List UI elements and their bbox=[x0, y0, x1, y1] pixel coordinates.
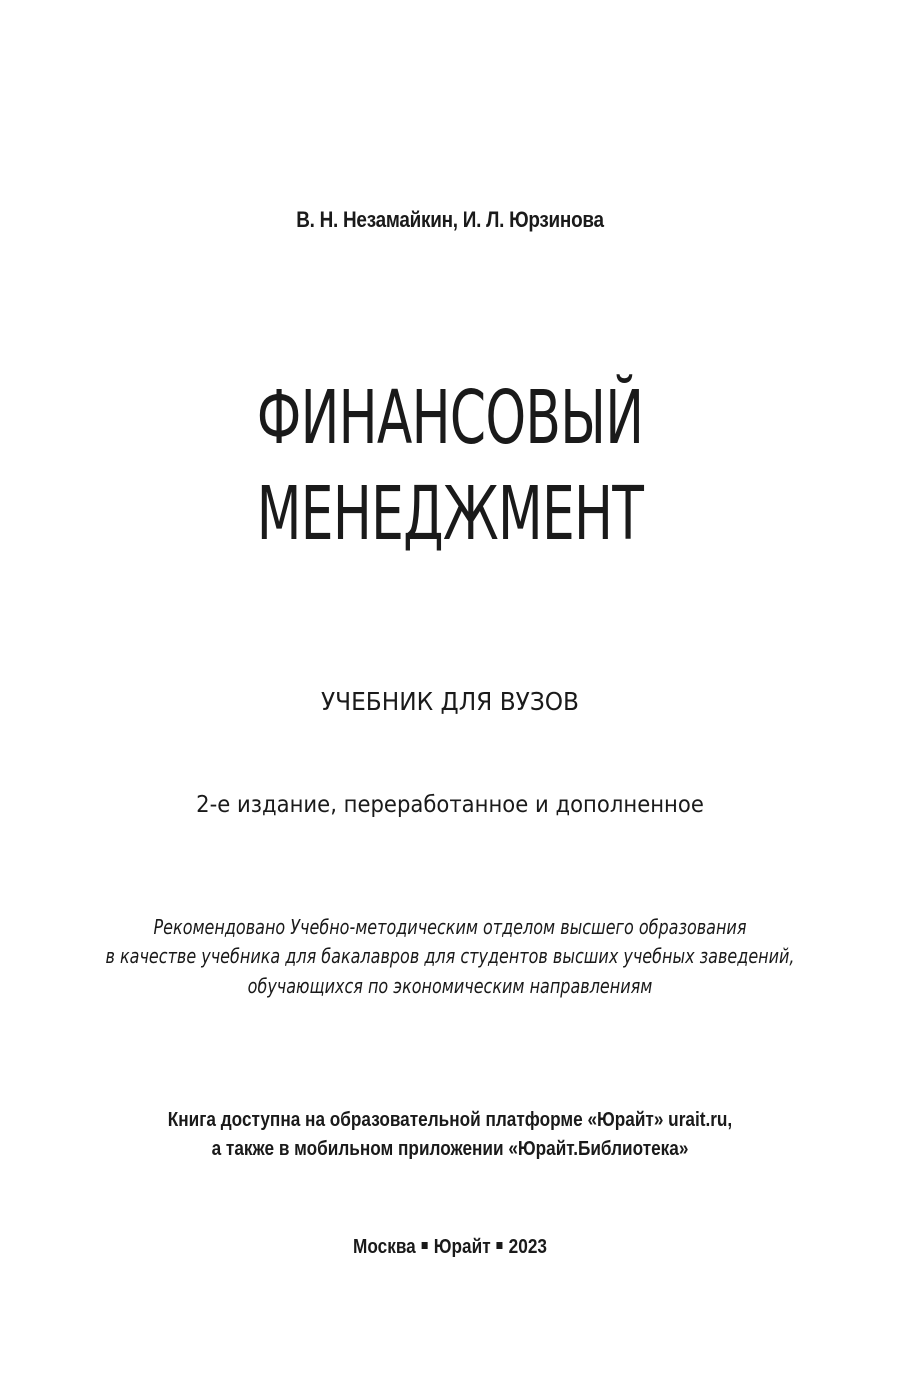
book-subtitle: УЧЕБНИК ДЛЯ ВУЗОВ bbox=[321, 687, 579, 716]
imprint-publisher: Юрайт bbox=[433, 1236, 491, 1258]
square-separator-icon bbox=[422, 1242, 428, 1249]
recommendation-line-3: обучающихся по экономическим направлениям bbox=[247, 974, 653, 998]
book-title-line-2: МЕНЕДЖМЕНТ bbox=[256, 471, 644, 557]
book-title-line-1: ФИНАНСОВЫЙ bbox=[256, 375, 644, 461]
imprint-year: 2023 bbox=[508, 1236, 547, 1258]
authors: В. Н. Незамайкин, И. Л. Юрзинова bbox=[296, 207, 604, 232]
edition-note: 2-е издание, переработанное и дополненное bbox=[196, 792, 704, 818]
availability-line-1: Книга доступна на образовательной платформе «Юрайт» urait.ru, bbox=[167, 1109, 733, 1131]
recommendation-line-1: Рекомендовано Учебно-методическим отделом высшего образования bbox=[153, 915, 747, 939]
imprint bbox=[63, 1236, 837, 1259]
imprint-city: Москва bbox=[353, 1236, 416, 1258]
availability-line-2: а также в мобильном приложении «Юрайт.Библиотека» bbox=[211, 1138, 689, 1160]
square-separator-icon bbox=[497, 1242, 503, 1249]
recommendation-line-2: в качестве учебника для бакалавров для студентов высших учебных заведений, bbox=[105, 944, 795, 968]
